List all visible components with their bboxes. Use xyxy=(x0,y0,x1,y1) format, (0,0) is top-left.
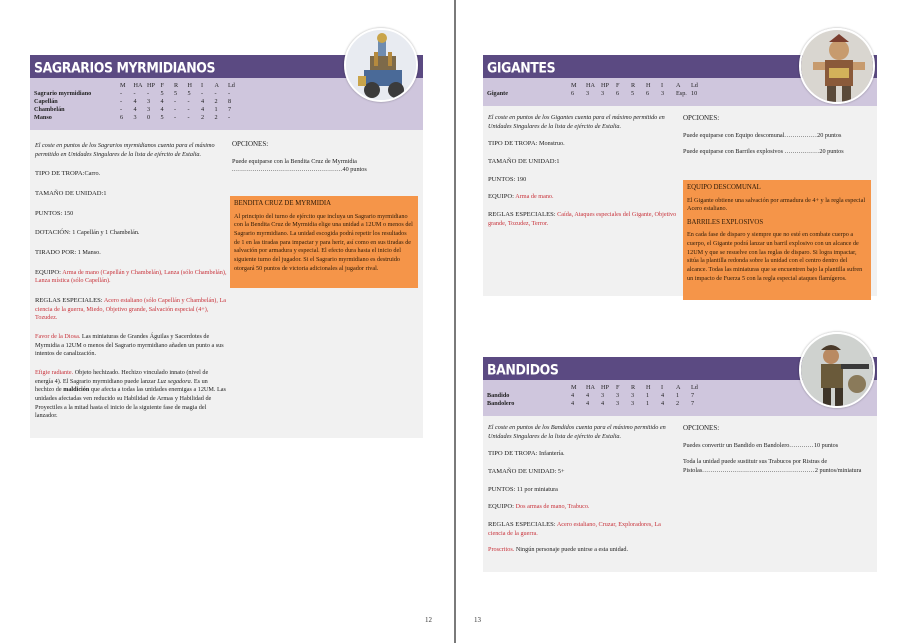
stat-value: 3 xyxy=(631,392,635,399)
rule-effigy-curse: maldición xyxy=(63,386,90,394)
option-text: Puede equiparse con la Bendita Cruz de Myrmidia xyxy=(232,157,357,165)
rule-effigy-text-b: . Es un hechizo de xyxy=(35,377,208,394)
stat-header: HP xyxy=(147,82,155,89)
giants-box-2-text: En cada fase de disparo y siempre que no esté en combate cuerpo a cuerpo, el Gigante podrá lanzar un barril explosivo con un alcance de 12UM y que se resuelve con las reglas de disparo. Si logra impactar, sitúa la plantilla redonda sobre la unidad con el centro dentro del alcance. Todas las miniaturas que se encuentren bajo la plantilla sufren un impacto de Fuerza 5 con la regla especial ataques flamígeros. xyxy=(687,231,863,282)
bandits-option-2 xyxy=(683,458,871,475)
stat-header: F xyxy=(616,384,620,391)
stat-value: 0 xyxy=(147,114,151,121)
stat-value: - xyxy=(174,106,177,113)
stat-value: 4 xyxy=(571,392,575,399)
stat-value: 3 xyxy=(601,90,605,97)
stat-value: 6 xyxy=(571,90,575,97)
stat-value: 4 xyxy=(661,400,665,407)
giants-points-value: 190 xyxy=(516,175,527,183)
troop-type xyxy=(35,169,227,179)
rule-effigy-text-a: Objeto hechizado. Hechizo vinculado innato (nivel de energía 4). El Sagrario myrmidiano puede lanzar xyxy=(35,369,209,385)
stat-header: F xyxy=(160,82,164,89)
bandits-rule-outlaws-text: Ningún personaje puede unirse a esta unidad. xyxy=(515,546,629,554)
points-label: PUNTOS: xyxy=(35,209,63,217)
giants-troop-type-value: Monstruo. xyxy=(539,140,565,148)
rule-box xyxy=(230,196,418,288)
stat-row-name: Bandido xyxy=(487,392,510,399)
stat-value: 4 xyxy=(201,106,205,113)
stat-header: M xyxy=(571,384,577,391)
stat-header: HA xyxy=(133,82,143,89)
stat-value: 4 xyxy=(661,392,665,399)
section-title: SAGRARIOS MYRMIDIANOS xyxy=(34,59,216,76)
stat-value: - xyxy=(174,98,177,105)
stat-value: - xyxy=(228,90,231,97)
stat-header: A xyxy=(676,82,681,89)
stat-value: - xyxy=(228,114,231,121)
stat-value: 3 xyxy=(616,400,620,407)
giants-special-value: Caída, Ataques especiales del Gigante, Objetivo grande, Tozudez, Terror. xyxy=(488,211,677,227)
rule-favor-name: Favor de la Diosa. xyxy=(35,333,81,341)
giants-intro: El coste en puntos de los Gigantes cuenta para el máximo permitido en Unidades Singulares de la lista de ejército de Estalia. xyxy=(488,114,665,130)
stat-header: HA xyxy=(586,82,595,89)
stat-value: 5 xyxy=(160,114,164,121)
stat-value: - xyxy=(187,114,190,121)
bandits-option-1-text: Puedes convertir un Bandido en Bandolero xyxy=(683,441,790,449)
stat-value: 4 xyxy=(601,400,605,407)
stat-header: HA xyxy=(586,384,595,391)
unit-size-value: 1 xyxy=(103,190,107,198)
stat-value: 4 xyxy=(586,392,590,399)
stat-value: 7 xyxy=(691,400,695,407)
equipment xyxy=(35,268,227,286)
giants-equipment-value: Arma de mano. xyxy=(515,193,554,201)
stat-value: - xyxy=(187,98,190,105)
equipment-value: Arma de mano (Capellán y Chambelán), Lanza (sólo Chambelán), Lanza mística (sólo Capellán). xyxy=(35,268,227,285)
special-rules-label: REGLAS ESPECIALES: xyxy=(35,297,103,305)
stat-value: - xyxy=(120,90,123,97)
giants-option-1 xyxy=(683,132,871,141)
stat-value: 6 xyxy=(646,90,650,97)
giants-options-label: OPCIONES: xyxy=(683,114,720,122)
bandits-options-label: OPCIONES: xyxy=(683,424,720,432)
stat-value: 3 xyxy=(616,392,620,399)
giants-equipment-label: EQUIPO: xyxy=(488,193,515,201)
stat-value: 4 xyxy=(571,400,575,407)
rule-favor xyxy=(35,333,227,359)
stat-header: HP xyxy=(601,82,609,89)
stat-value: 3 xyxy=(147,98,151,105)
stat-value: 1 xyxy=(676,392,680,399)
bandits-equipment-value: Dos armas de mano, Trabuco. xyxy=(515,503,590,511)
option-dots: ...................................................... xyxy=(232,166,343,174)
stat-header: R xyxy=(631,82,636,89)
stat-header: I xyxy=(201,82,204,89)
stat-value: - xyxy=(214,90,217,97)
rule-effigy-spell: Luz segadora xyxy=(157,377,191,385)
bandits-unit-size-value: 5+ xyxy=(557,468,565,476)
troop-type-label: TIPO DE TROPA: xyxy=(35,170,85,178)
stat-row-name: Manso xyxy=(34,114,52,121)
stat-value: 1 xyxy=(646,392,650,399)
crew-value: 1 Capellán y 1 Chambelán. xyxy=(72,229,140,237)
rule-favor-text: Las miniaturas de Grandes Águilas y Sacerdotes de Myrmidia a 12UM o menos del Sagrario myrmidiano añaden un punto a sus intentos de canalización. xyxy=(35,333,224,358)
stat-value: 8 xyxy=(228,98,232,105)
bandits-equipment-label: EQUIPO: xyxy=(488,503,515,511)
rule-effigy-text-c: que afecta a todas las unidades enemigas a 12UM. Las unidades afectadas ven reducido su Habilidad de Armas y Habilidad de Proyectiles a la mitad hasta el inicio de la siguiente fase de magia del lanzador. xyxy=(35,386,226,420)
giants-unit-size-value: 1 xyxy=(556,158,560,166)
stat-value: 3 xyxy=(601,392,605,399)
stat-value: - xyxy=(120,98,123,105)
giants-rule-box xyxy=(683,180,871,300)
stat-value: Esp. xyxy=(676,90,687,97)
bandits-unit-size xyxy=(488,467,678,477)
option-dots: ................ xyxy=(784,131,818,139)
unit-intro: El coste en puntos de los Sagrarios myrmidianos cuenta para el máximo permitido en Unidades Singulares de la lista de ejército de Estalia. xyxy=(35,142,215,158)
unit-miniature-image xyxy=(344,28,418,102)
giants-equipment xyxy=(488,192,678,202)
bandits-rules-column xyxy=(488,424,678,562)
giants-special-label: REGLAS ESPECIALES: xyxy=(488,211,556,219)
bandits-points-value: 11 por miniatura xyxy=(516,485,558,493)
rule-effigy-name: Efigie radiante. xyxy=(35,369,74,377)
stat-value: 7 xyxy=(228,106,232,113)
bandits-option-2-points: 2 puntos/miniatura xyxy=(814,467,862,475)
stat-header: F xyxy=(616,82,620,89)
giants-box-1-title: EQUIPO DESCOMUNAL xyxy=(687,184,761,191)
page-number: 12 xyxy=(425,616,432,624)
giants-body xyxy=(483,106,877,296)
crew xyxy=(35,228,227,238)
stat-header: I xyxy=(661,82,664,89)
option-dots: ................. xyxy=(784,148,820,156)
stat-value: - xyxy=(133,90,136,97)
stat-value: - xyxy=(147,90,150,97)
page-right xyxy=(456,0,910,643)
bandits-special-value: Acero estaliano, Cruzar, Exploradores, La ciencia de la guerra. xyxy=(488,521,661,537)
crew-label: DOTACIÓN: xyxy=(35,229,71,237)
options-label: OPCIONES: xyxy=(232,140,269,148)
stat-value: - xyxy=(187,106,190,113)
stat-value: 1 xyxy=(646,400,650,407)
stat-header: H xyxy=(187,82,192,89)
giants-troop-type xyxy=(488,139,678,149)
stat-value: 4 xyxy=(160,98,164,105)
giants-stat-table xyxy=(487,82,706,98)
points-value: 150 xyxy=(63,209,74,217)
stat-header: Ld xyxy=(228,82,235,89)
option-item xyxy=(232,158,416,175)
unit-size-label: TAMAÑO DE UNIDAD: xyxy=(35,190,104,198)
bandits-option-1 xyxy=(683,442,871,451)
stat-value: 3 xyxy=(147,106,151,113)
special-rules xyxy=(35,296,227,323)
options-column xyxy=(232,140,416,182)
option-dots: ............ xyxy=(789,441,814,449)
giants-option-2-text: Puede equiparse con Barriles explosivos xyxy=(683,148,784,156)
giant-miniature-image xyxy=(799,28,875,104)
stat-value: 6 xyxy=(120,114,124,121)
stat-row-name: Bandolero xyxy=(487,400,515,407)
drawn-by xyxy=(35,248,227,258)
stat-value: 2 xyxy=(214,114,218,121)
bandits-option-1-points: 10 puntos xyxy=(813,441,839,449)
page-left xyxy=(0,0,454,643)
stat-value: 2 xyxy=(676,400,680,407)
drawn-by-label: TIRADO POR: xyxy=(35,249,77,257)
stat-table xyxy=(34,82,242,122)
unit-size xyxy=(35,189,227,199)
stat-value: 10 xyxy=(691,90,698,97)
rule-effigy xyxy=(35,369,227,421)
stat-row-name: Chambelán xyxy=(34,106,65,113)
bandits-troop-type-value: Infantería. xyxy=(539,450,565,458)
stat-value: 3 xyxy=(133,114,137,121)
giants-option-1-points: 20 puntos xyxy=(817,131,842,139)
rule-box-title: BENDITA CRUZ DE MYRMIDIA xyxy=(234,200,332,207)
stat-value: 7 xyxy=(691,392,695,399)
stat-value: 3 xyxy=(631,400,635,407)
bandits-equipment xyxy=(488,502,678,512)
giants-box-2-title: BARRILES EXPLOSIVOS xyxy=(687,218,764,226)
stat-header-spacer xyxy=(487,384,571,392)
bandit-miniature-image xyxy=(799,332,875,408)
bandits-intro: El coste en puntos de los Bandidos cuenta para el máximo permitido en Unidades Singulares de la lista de ejército de Estalia. xyxy=(488,424,666,440)
stat-header: HP xyxy=(601,384,609,391)
giants-points xyxy=(488,175,678,185)
stat-header: I xyxy=(661,384,664,391)
stat-value: 5 xyxy=(631,90,635,97)
bandits-troop-type xyxy=(488,449,678,459)
giants-box-1-text: El Gigante obtiene una salvación por armadura de 4+ y la regla especial Acero estaliano. xyxy=(687,196,866,213)
stat-header: R xyxy=(631,384,636,391)
stat-header: A xyxy=(676,384,681,391)
stat-header: H xyxy=(646,82,651,89)
unit-rules-column xyxy=(35,142,227,428)
bandits-special-rules xyxy=(488,520,678,538)
bandits-body xyxy=(483,416,877,572)
bandits-options-column xyxy=(683,424,871,483)
giants-options-column xyxy=(683,114,871,164)
giants-option-1-text: Puede equiparse con Equipo descomunal xyxy=(683,131,785,139)
option-points: 40 puntos xyxy=(342,166,367,174)
bandits-special-label: REGLAS ESPECIALES: xyxy=(488,521,556,529)
stat-row-name: Capellán xyxy=(34,98,58,105)
stat-row-name: Sagrario myrmidiano xyxy=(34,90,92,97)
stat-header: H xyxy=(646,384,651,391)
stat-header: R xyxy=(174,82,179,89)
stat-value: 4 xyxy=(160,106,164,113)
bandits-option-2-text: Toda la unidad puede sustituir sus Trabucos por Ristras de Pistolas xyxy=(683,458,828,475)
stat-value: 5 xyxy=(174,90,178,97)
giants-rules-column xyxy=(488,114,678,235)
giants-option-2 xyxy=(683,148,871,157)
stat-value: 1 xyxy=(214,106,218,113)
stat-value: 5 xyxy=(187,90,191,97)
bandits-troop-type-label: TIPO DE TROPA: xyxy=(488,450,538,458)
stat-header-spacer xyxy=(487,82,571,90)
drawn-by-value: 1 Manso. xyxy=(77,249,101,257)
bandits-rule-outlaws xyxy=(488,546,678,555)
stat-value: 4 xyxy=(201,98,205,105)
stat-value: 3 xyxy=(661,90,665,97)
stat-value: - xyxy=(201,90,204,97)
stat-value: - xyxy=(174,114,177,121)
stat-header: M xyxy=(571,82,577,89)
stat-header: Ld xyxy=(691,384,698,391)
stat-value: 4 xyxy=(133,106,137,113)
stat-value: 3 xyxy=(586,90,590,97)
giants-points-label: PUNTOS: xyxy=(488,175,516,183)
option-dots: ....................................................... xyxy=(702,467,815,475)
stat-header: M xyxy=(120,82,126,89)
unit-body xyxy=(30,130,423,438)
stat-value: - xyxy=(120,106,123,113)
bandits-unit-size-label: TAMAÑO DE UNIDAD: xyxy=(488,468,557,476)
stat-header: A xyxy=(214,82,219,89)
giants-special-rules xyxy=(488,210,678,228)
giants-unit-size xyxy=(488,157,678,167)
giants-option-2-points: 20 puntos xyxy=(819,148,844,156)
stat-value: 4 xyxy=(586,400,590,407)
bandits-stat-table xyxy=(487,384,706,408)
stat-value: 5 xyxy=(160,90,164,97)
stat-header: Ld xyxy=(691,82,698,89)
bandits-rule-outlaws-name: Proscritos. xyxy=(488,546,515,554)
bandits-points xyxy=(488,485,678,495)
stat-value: 2 xyxy=(214,98,218,105)
giants-troop-type-label: TIPO DE TROPA: xyxy=(488,140,538,148)
stat-row-name: Gigante xyxy=(487,90,508,97)
equipment-label: EQUIPO: xyxy=(35,268,62,276)
stat-value: 4 xyxy=(133,98,137,105)
giants-title: GIGANTES xyxy=(487,59,556,76)
page-number: 13 xyxy=(474,616,481,624)
giants-unit-size-label: TAMAÑO DE UNIDAD: xyxy=(488,158,557,166)
rule-box-text: Al principio del turno de ejército que incluya un Sagrario myrmidiano con la Bendita Cruz de Myrmidia elige una unidad a 12UM o menos del Sagrario myrmidiano. La unidad escogida podrá repetir los resultados de 1 en las tiradas para impactar y para herir, así como en sus tiradas de salvación por armadura y especial. El efecto dura hasta el inicio del siguiente turno del jugador. Si el Sagrario myrmidiano es destruido otorgará 50 puntos de victoria adicionales al jugador rival. xyxy=(234,212,413,272)
stat-header-spacer xyxy=(34,82,120,90)
troop-type-value: Carro. xyxy=(84,170,101,178)
points xyxy=(35,209,227,219)
stat-value: 6 xyxy=(616,90,620,97)
bandits-title: BANDIDOS xyxy=(487,361,559,378)
stat-value: 2 xyxy=(201,114,205,121)
special-rules-value: Acero estaliano (sólo Capellán y Chambelán), La ciencia de la guerra, Miedo, Objetivo grande, Salvación especial (4+), Tozudez. xyxy=(35,297,226,322)
bandits-points-label: PUNTOS: xyxy=(488,485,516,493)
